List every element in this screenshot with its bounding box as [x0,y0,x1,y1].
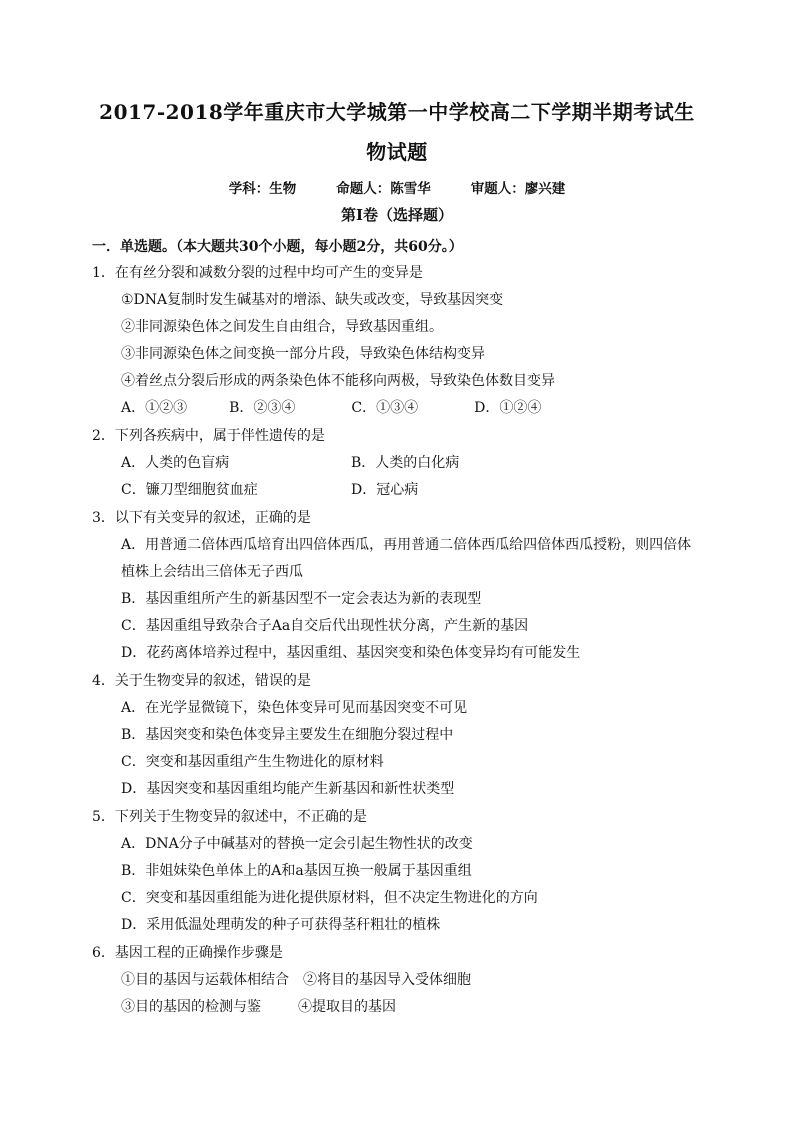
question-5-option-d: D．采用低温处理萌发的种子可获得茎秆粗壮的植株 [121,917,441,933]
exam-meta [0,177,794,197]
author-label: 命题人：陈雪华 [336,181,431,197]
question-6-statements-1-2: ①目的基因与运载体相结合 ②将目的基因导入受体细胞 [121,972,471,988]
question-4-option-b: B．基因突变和染色体变异主要发生在细胞分裂过程中 [121,727,454,743]
question-3-option-d: D．花药离体培养过程中，基因重组、基因突变和染色体变异均有可能发生 [121,645,581,661]
question-1-statement-3: ③非同源染色体之间变换一部分片段，导致染色体结构变异 [121,346,485,362]
subject-label: 学科：生物 [228,181,297,197]
question-3-option-a-line1: A．用普通二倍体西瓜培育出四倍体西瓜，再用普通二倍体西瓜给四倍体西瓜授粉，则四倍体 [121,537,692,553]
question-1-options: A．①②③ B．②③④ C．①③④ D．①②④ [121,400,542,416]
section-heading: 一．单选题。（本大题共30个小题，每小题2分，共60分。） [92,239,463,255]
reviewer-label: 审题人：廖兴建 [470,181,566,197]
question-5-option-b: B．非姐妹染色单体上的A和a基因互换一般属于基因重组 [121,863,472,879]
question-2-option-c: C．镰刀型细胞贫血症 [121,482,258,498]
question-6-stem: 6．基因工程的正确操作步骤是 [92,945,283,961]
question-1-stem: 1．在有丝分裂和减数分裂的过程中均可产生的变异是 [92,265,423,281]
question-3-option-b: B．基因重组所产生的新基因型不一定会表达为新的表现型 [121,591,482,607]
question-2-option-d: D．冠心病 [351,482,419,498]
question-4-option-a: A．在光学显微镜下，染色体变异可见而基因突变不可见 [121,700,468,716]
question-1-statement-2: ②非同源染色体之间发生自由组合，导致基因重组。 [121,319,443,335]
question-4-stem: 4．关于生物变异的叙述，错误的是 [92,673,311,689]
question-5-stem: 5．下列关于生物变异的叙述中，不正确的是 [92,809,367,825]
question-2-stem: 2．下列各疾病中，属于伴性遗传的是 [92,428,325,444]
exam-title-line1: 2017-2018学年重庆市大学城第一中学校高二下学期半期考试生 [99,100,695,124]
question-4-option-c: C．突变和基因重组产生生物进化的原材料 [121,754,384,770]
question-4-option-d: D．基因突变和基因重组均能产生新基因和新性状类型 [121,781,455,797]
question-2-option-b: B．人类的白化病 [351,455,460,471]
question-3-stem: 3．以下有关变异的叙述，正确的是 [92,510,311,526]
question-6-statement-4: ④提取目的基因 [298,999,396,1015]
question-6-statement-3: ③目的基因的检测与鉴 [121,999,261,1015]
volume-heading: 第Ⅰ卷（选择题） [340,206,454,224]
question-3-option-c: C．基因重组导致杂合子Aa自交后代出现性状分离，产生新的基因 [121,618,529,634]
question-3-option-a-line2: 植株上会结出三倍体无子西瓜 [121,564,303,580]
question-1-statement-4: ④着丝点分裂后形成的两条染色体不能移向两极，导致染色体数目变异 [121,373,555,389]
exam-title-line2: 物试题 [366,140,428,164]
question-5-option-a: A．DNA分子中碱基对的替换一定会引起生物性状的改变 [121,836,473,852]
question-2-option-a: A．人类的色盲病 [121,455,230,471]
question-1-statement-1: ①DNA复制时发生碱基对的增添、缺失或改变，导致基因突变 [121,292,504,308]
question-5-option-c: C．突变和基因重组能为进化提供原材料，但不决定生物进化的方向 [121,890,538,906]
